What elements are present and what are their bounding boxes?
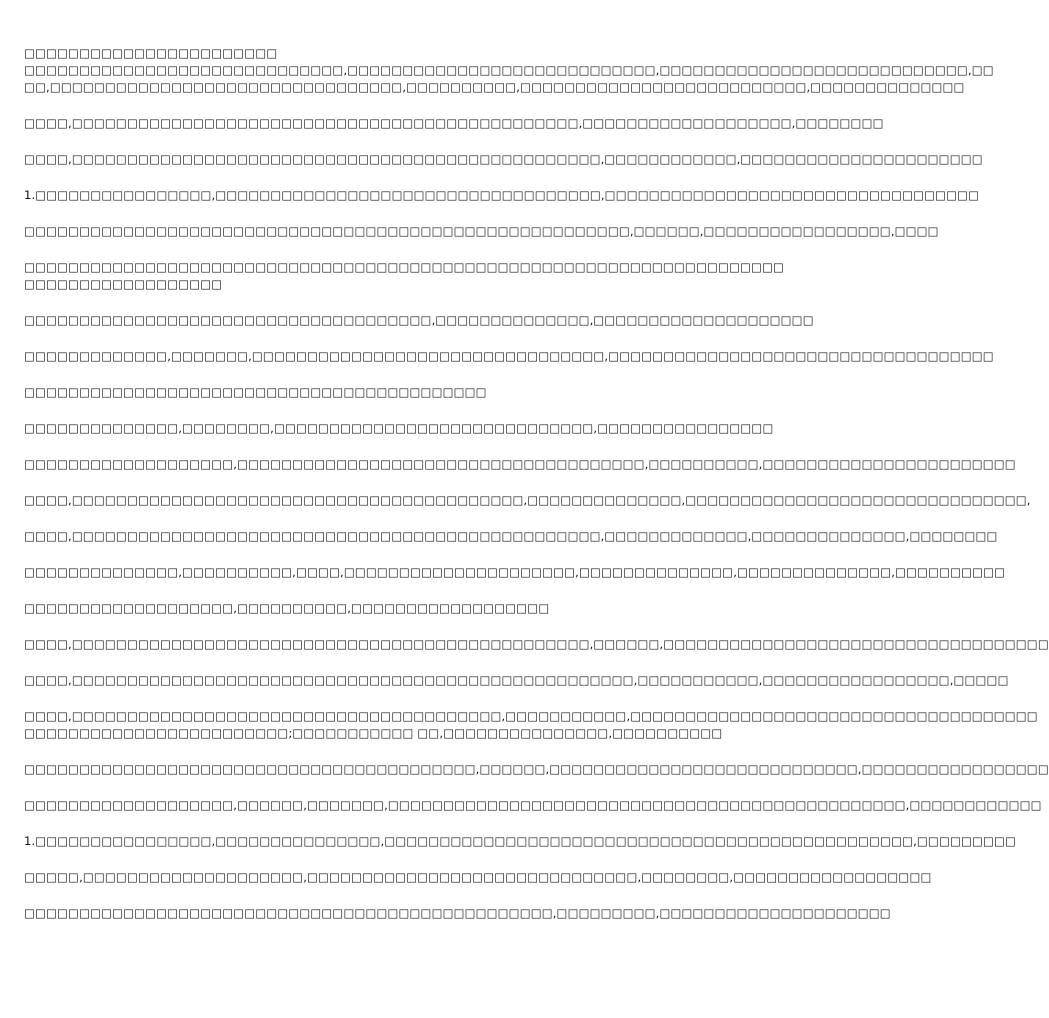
paragraph-gap: [24, 653, 696, 672]
paragraph-gap: [24, 168, 696, 187]
text-line: □□,□□□□□□□□□□□□□□□□□□□□□□□□□□□□□□□□,□□□□□□□□□□,□□□□□□□□□□□□□□□□□□□□□□□□□□,□□□□□□□□□□□□□□: [24, 80, 965, 94]
text-line: □□□□□□□□□□□□□□□□□□□□□□□□□□□□□□□□□□□□□□□□□□□□□□□□,□□□□□□□□□,□□□□□□□□□□□□□□□□□□□□□: [24, 906, 891, 920]
text-line: □□□□□□□□□□□□□□□□□□: [24, 277, 223, 291]
text-line: □□□□□□□□□□□□□□□□□□□,□□□□□□□□□□□□□□□□□□□□□□□□□□□□□□□□□□□□□,□□□□□□□□□□,□□□□□□□□□□□□□□□□□□□□□□□: [24, 457, 1016, 471]
text-line: □□□□□□□□□□□□□,□□□□□□□,□□□□□□□□□□□□□□□□□□□□□□□□□□□□□□□□,□□□□□□□□□□□□□□□□□□□□□□□□□□□□□□□□□□□: [24, 349, 994, 363]
paragraph-gap: [24, 329, 696, 348]
text-line: □□□□□□□□□□□□□□□□□□□,□□□□□□,□□□□□□□,□□□□□□□□□□□□□□□□□□□□□□□□□□□□□□□□□□□□□□□□□□□□□□□,□□□□□□□□□□□□: [24, 798, 1042, 812]
paragraph-gap: [24, 240, 696, 259]
text-line: □□□□,□□□□□□□□□□□□□□□□□□□□□□□□□□□□□□□□□□□□□□□□□□□□□□□□□□□,□□□□□□□□□□□,□□□□□□□□□□□□□□□□□,□□□□□: [24, 673, 1009, 687]
paragraph-gap: [24, 473, 696, 492]
paragraph-gap: [24, 132, 696, 151]
paragraph-gap: [24, 293, 696, 312]
text-line: □□□□□□□□□□□□□□□□□□□,□□□□□□□□□□,□□□□□□□□□□□□□□□□□□: [24, 601, 550, 615]
paragraph-gap: [24, 545, 696, 564]
paragraph-gap: [24, 850, 696, 869]
paragraph-gap: [24, 96, 696, 115]
paragraph-gap: [24, 365, 696, 384]
text-line: □□□□,□□□□□□□□□□□□□□□□□□□□□□□□□□□□□□□□□□□□□□□□□□□□□□,□□□□□□□□□□□□□□□□□□□,□□□□□□□□: [24, 116, 884, 130]
text-line: □□□□,□□□□□□□□□□□□□□□□□□□□□□□□□□□□□□□□□□□□□□□□□,□□□□□□□□□□□□□□,□□□□□□□□□□□□□□□□□□□□□□□□□□□□□□□,: [24, 493, 1031, 507]
paragraph-gap: [24, 581, 696, 600]
text-line: □□□□□□□□□□□□□□□□□□□□□□□: [24, 46, 278, 60]
paragraph-gap: [24, 617, 696, 636]
text-line: □□□□□□□□□□□□□□□□□□□□□□□□;□□□□□□□□□□□ □□,□□□□□□□□□□□□□□□,□□□□□□□□□□: [24, 726, 723, 740]
paragraph-gap: [24, 689, 696, 708]
text-line: □□□□,□□□□□□□□□□□□□□□□□□□□□□□□□□□□□□□□□□□□□□□□□□□□□□□,□□□□□□,□□□□□□□□□□□□□□□□□□□□□□□□□□□□□□□□□□□: [24, 637, 1049, 651]
paragraph-gap: [24, 742, 696, 761]
paragraph-gap: [24, 886, 696, 905]
paragraph-gap: [24, 204, 696, 223]
paragraph-gap: [24, 437, 696, 456]
text-line: □□□□□□□□□□□□□□□□□□□□□□□□□□□□□□□□□□□□□□□□□□□□□□□□□□□□□□□□□□□□□□□□□□□□□: [24, 260, 785, 274]
text-line: 1.□□□□□□□□□□□□□□□□,□□□□□□□□□□□□□□□□□□□□□□□□□□□□□□□□□□□,□□□□□□□□□□□□□□□□□□□□□□□□□□□□□□□□□□: [24, 188, 980, 202]
paragraph-gap: [24, 778, 696, 797]
document-body: [24, 45, 1049, 922]
text-line: □□□□,□□□□□□□□□□□□□□□□□□□□□□□□□□□□□□□□□□□□□□□□□□□□□□□□,□□□□□□□□□□□□□,□□□□□□□□□□□□□□,□□□□□□□□: [24, 529, 998, 543]
text-line: □□□□□□□□□□□□□□□□□□□□□□□□□□□□□□□□□□□□□,□□□□□□□□□□□□□□,□□□□□□□□□□□□□□□□□□□□: [24, 313, 814, 327]
text-line: □□□□□□□□□□□□□□□□□□□□□□□□□□□□□,□□□□□□□□□□□□□□□□□□□□□□□□□□□□,□□□□□□□□□□□□□□□□□□□□□□□□□□□□,□□: [24, 63, 994, 77]
text-line: 1.□□□□□□□□□□□□□□□□,□□□□□□□□□□□□□□□,□□□□□□□□□□□□□□□□□□□□□□□□□□□□□□□□□□□□□□□□□□□□□□□□,□□□□□□□□□: [24, 834, 1017, 848]
text-line: □□□□,□□□□□□□□□□□□□□□□□□□□□□□□□□□□□□□□□□□□□□□,□□□□□□□□□□□,□□□□□□□□□□□□□□□□□□□□□□□□□□□□□□□□□□□□□: [24, 709, 1038, 723]
text-line: □□□□□□□□□□□□□□□□□□□□□□□□□□□□□□□□□□□□□□□□□□: [24, 385, 487, 399]
text-line: □□□□□,□□□□□□□□□□□□□□□□□□□□,□□□□□□□□□□□□□□□□□□□□□□□□□□□□□□,□□□□□□□□,□□□□□□□□□□□□□□□□□□: [24, 870, 932, 884]
text-line: □□□□□□□□□□□□□□,□□□□□□□□,□□□□□□□□□□□□□□□□□□□□□□□□□□□□□,□□□□□□□□□□□□□□□□: [24, 421, 774, 435]
text-line: □□□□□□□□□□□□□□□□□□□□□□□□□□□□□□□□□□□□□□□□□□□□□□□□□□□□□□□,□□□□□□,□□□□□□□□□□□□□□□□□,□□□□: [24, 224, 939, 238]
text-line: □□□□,□□□□□□□□□□□□□□□□□□□□□□□□□□□□□□□□□□□□□□□□□□□□□□□□,□□□□□□□□□□□□,□□□□□□□□□□□□□□□□□□□□□□: [24, 152, 983, 166]
paragraph-gap: [24, 401, 696, 420]
paragraph-gap: [24, 509, 696, 528]
text-line: □□□□□□□□□□□□□□□□□□□□□□□□□□□□□□□□□□□□□□□□□,□□□□□□,□□□□□□□□□□□□□□□□□□□□□□□□□□□□,□□□□□□□□□□□□□□□□□: [24, 762, 1049, 776]
paragraph-gap: [24, 814, 696, 833]
text-line: □□□□□□□□□□□□□□,□□□□□□□□□□,□□□□,□□□□□□□□□□□□□□□□□□□□□,□□□□□□□□□□□□□□,□□□□□□□□□□□□□□,□□□□□□□□□□: [24, 565, 1006, 579]
